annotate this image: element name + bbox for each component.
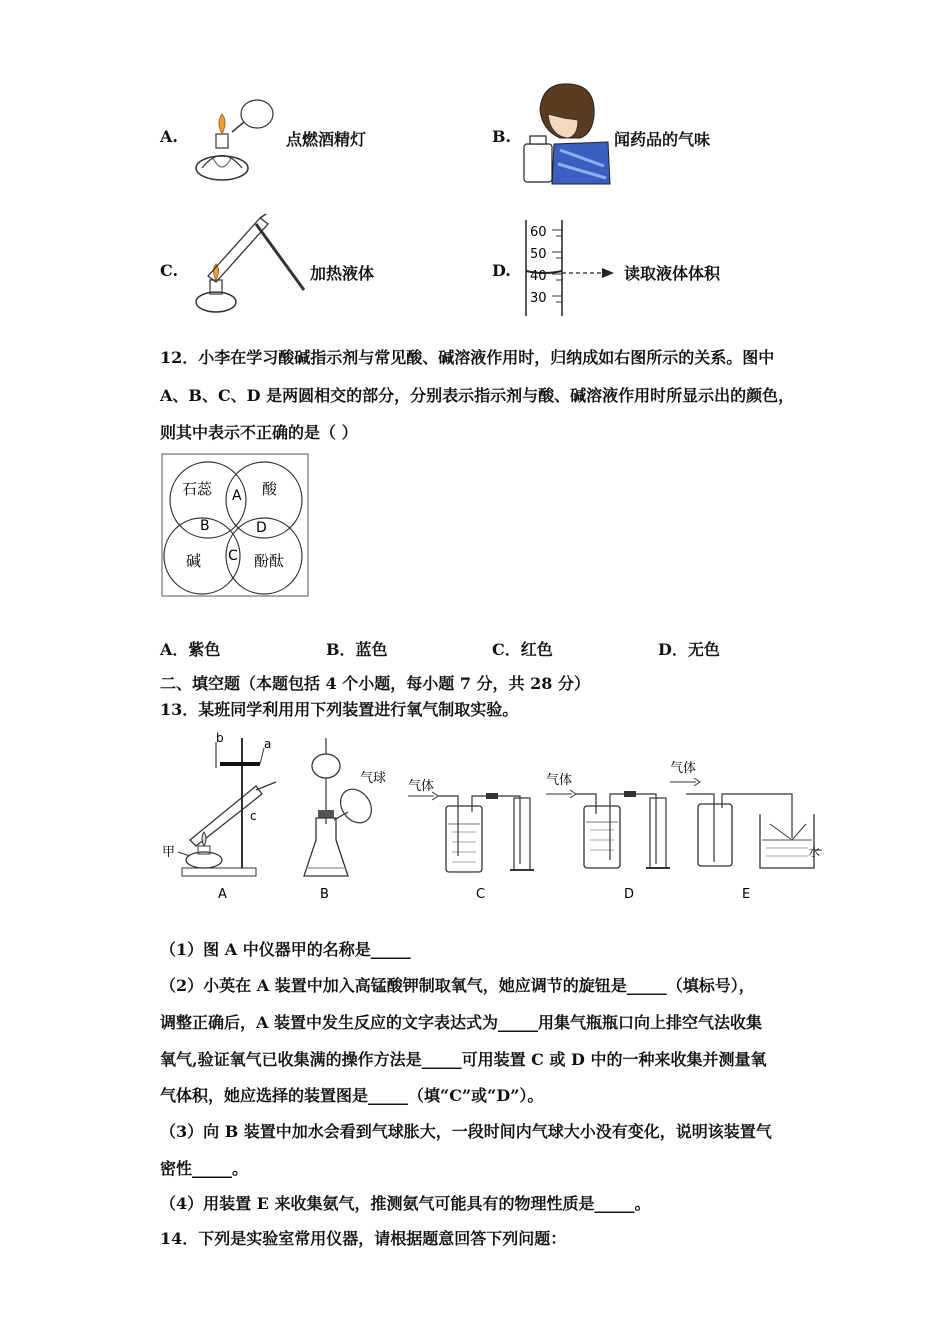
label-gas-d: 气体: [546, 773, 573, 788]
option-a-label: A.: [160, 127, 178, 146]
q13-part-2-line-1: （2）小英在 A 装置中加入高锰酸钾制取氧气，她应调节的旋钮是_____（填标号），: [160, 976, 755, 995]
venn-diagram: [160, 452, 310, 600]
label-A: A: [218, 887, 227, 902]
apparatus-c: [408, 778, 534, 902]
q12-line-3: 则其中表示不正确的是（ ）: [160, 423, 358, 442]
smelling-chemical-illustration: [520, 78, 612, 186]
label-gas-e: 气体: [670, 761, 697, 776]
q12-option-d: D．无色: [658, 640, 720, 659]
tick-50: 50: [530, 247, 547, 262]
lighting-alcohol-lamp-illustration: [182, 88, 282, 188]
venn-c: C: [228, 548, 238, 564]
label-c: c: [250, 809, 257, 823]
apparatus-b: [304, 738, 386, 902]
label-C: C: [476, 887, 486, 902]
section-2-heading: 二、填空题（本题包括 4 个小题，每小题 7 分，共 28 分）: [160, 674, 590, 693]
label-gas-c: 气体: [408, 779, 435, 794]
q13-part-3-line-2: 密性_____。: [160, 1159, 249, 1178]
q14-stem: 14．下列是实验室常用仪器，请根据题意回答下列问题：: [160, 1229, 567, 1248]
tick-40: 40: [530, 269, 547, 284]
apparatus-d: [546, 772, 670, 902]
option-d-caption: 读取液体体积: [624, 264, 721, 283]
apparatus-e: [670, 760, 822, 902]
q13-stem: 13．某班同学利用用下列装置进行氧气制取实验。: [160, 700, 519, 719]
q13-part-3-line-1: （3）向 B 装置中加水会看到气球胀大，一段时间内气球大小没有变化，说明该装置气: [160, 1122, 772, 1141]
label-B: B: [320, 887, 329, 902]
option-c-label: C.: [160, 261, 179, 280]
option-b-label: B.: [492, 127, 512, 146]
label-b: b: [216, 731, 224, 745]
eye-icon: [602, 268, 614, 278]
venn-jian: 碱: [186, 552, 202, 570]
label-E: E: [742, 887, 751, 902]
q12-option-b: B．蓝色: [326, 640, 388, 659]
q13-apparatus-figure: [160, 728, 828, 904]
venn-suan: 酸: [262, 480, 278, 498]
option-d-label: D.: [492, 261, 511, 280]
label-a: a: [264, 737, 272, 751]
apparatus-a: [162, 731, 276, 902]
option-b-caption: 闻药品的气味: [614, 130, 711, 149]
q12-option-a: A．紫色: [160, 640, 221, 659]
q12-line-2: A、B、C、D 是两圆相交的部分，分别表示指示剂与酸、碱溶液作用时所显示出的颜色，: [160, 386, 795, 405]
option-a-caption: 点燃酒精灯: [286, 130, 367, 149]
q13-part-1: （1）图 A 中仪器甲的名称是_____: [160, 940, 411, 959]
label-D: D: [624, 887, 635, 902]
option-c-caption: 加热液体: [310, 264, 375, 283]
label-jia: 甲: [162, 845, 176, 860]
q13-part-2-line-3: 氧气,验证氧气已收集满的操作方法是_____可用装置 C 或 D 中的一种来收集并测量氧: [160, 1050, 767, 1069]
q13-part-2-line-4: 气体积，她应选择的装置图是_____（填“C”或“D”）。: [160, 1086, 544, 1105]
tick-60: 60: [530, 225, 547, 240]
venn-shirui: 石蕊: [182, 480, 213, 498]
label-qiqiu: 气球: [360, 771, 387, 786]
q13-part-2-line-2: 调整正确后，A 装置中发生反应的文字表达式为_____用集气瓶瓶口向上排空气法收集: [160, 1013, 762, 1032]
q13-part-4: （4）用装置 E 来收集氨气，推测氨气可能具有的物理性质是_____。: [160, 1194, 651, 1213]
label-water: 水: [808, 845, 821, 859]
venn-fentai: 酚酞: [254, 552, 285, 570]
q12-line-1: 12．小李在学习酸碱指示剂与常见酸、碱溶液作用时，归纳成如右图所示的关系。图中: [160, 348, 775, 367]
q12-option-c: C．红色: [492, 640, 553, 659]
venn-b: B: [200, 518, 210, 534]
reading-cylinder-illustration: [522, 216, 622, 320]
venn-a: A: [232, 488, 242, 504]
tick-30: 30: [530, 291, 547, 306]
heating-liquid-illustration: [186, 210, 306, 320]
venn-d: D: [256, 520, 267, 536]
